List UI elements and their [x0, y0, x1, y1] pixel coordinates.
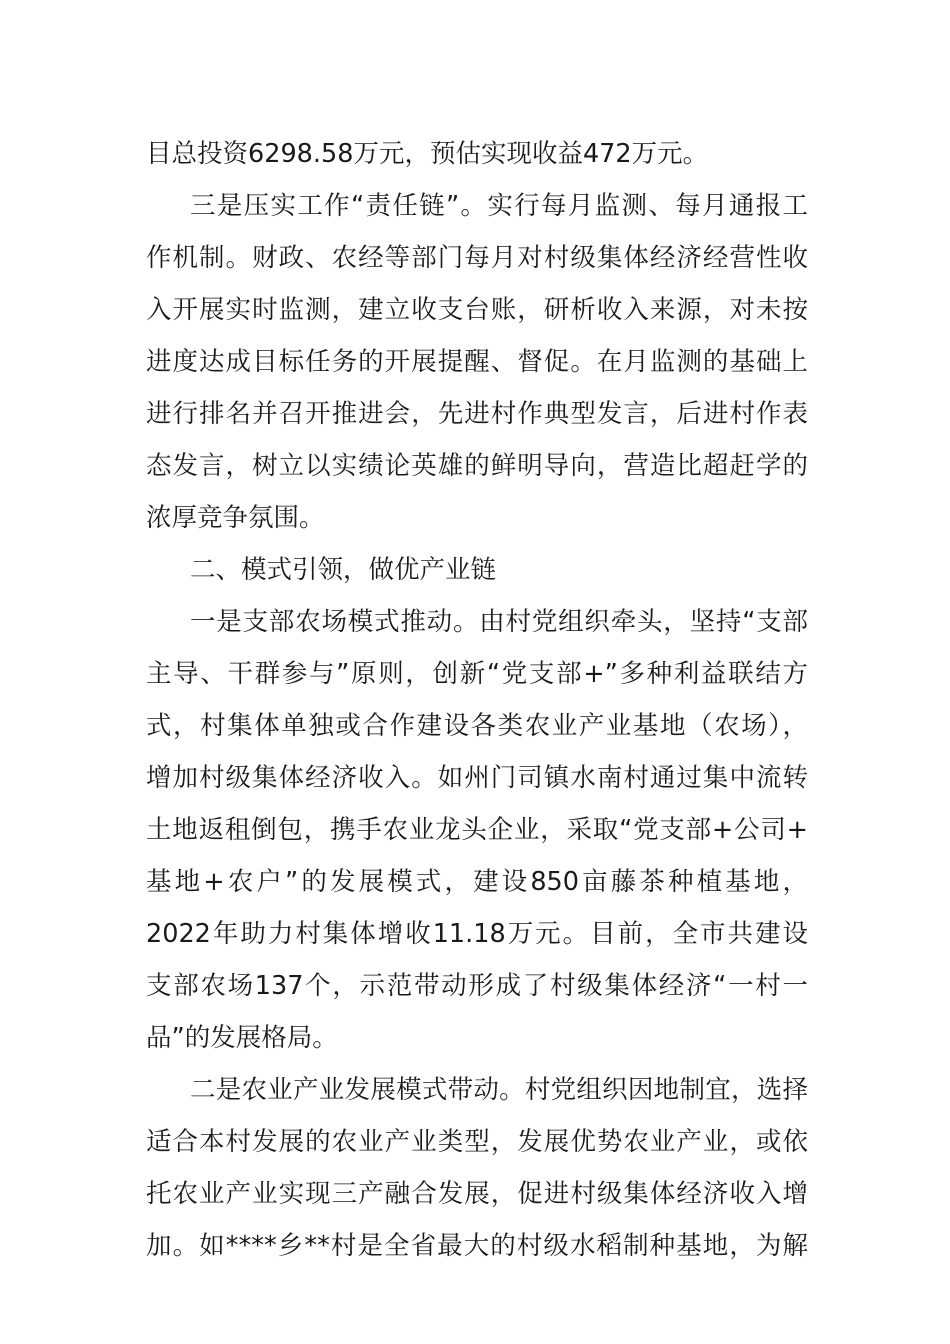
- text-line: 主导、干群参与”原则，创新“党支部+”多种利益联结方: [146, 659, 808, 689]
- text-line: 二、模式引领，做优产业链: [190, 555, 497, 585]
- text-line: 目总投资6298.58万元，预估实现收益472万元。: [146, 139, 709, 169]
- text-line: 2022年助力村集体增收11.18万元。目前，全市共建设: [146, 919, 808, 949]
- text-line: 托农业产业实现三产融合发展，促进村级集体经济收入增: [146, 1179, 808, 1209]
- text-line: 土地返租倒包，携手农业龙头企业，采取“党支部+公司+: [146, 815, 808, 845]
- text-line: 增加村级集体经济收入。如州门司镇水南村通过集中流转: [146, 763, 808, 793]
- text-line: 适合本村发展的农业产业类型，发展优势农业产业，或依: [146, 1127, 808, 1157]
- text-line: 基地+农户”的发展模式，建设850亩藤茶种植基地，: [146, 867, 808, 897]
- text-line: 一是支部农场模式推动。由村党组织牵头，坚持“支部: [190, 607, 808, 637]
- text-line: 式，村集体单独或合作建设各类农业产业基地（农场），: [146, 711, 808, 741]
- text-line: 浓厚竞争氛围。: [146, 503, 325, 533]
- text-line: 加。如****乡**村是全省最大的村级水稻制种基地，为解: [146, 1231, 808, 1261]
- body-text: [146, 128, 808, 1272]
- text-line: 作机制。财政、农经等部门每月对村级集体经济经营性收: [146, 243, 808, 273]
- text-line: 二是农业产业发展模式带动。村党组织因地制宜，选择: [190, 1075, 808, 1105]
- text-line: 态发言，树立以实绩论英雄的鲜明导向，营造比超赶学的: [146, 451, 808, 481]
- text-line: 进行排名并召开推进会，先进村作典型发言，后进村作表: [146, 399, 808, 429]
- text-line: 品”的发展格局。: [146, 1023, 338, 1053]
- text-line: 入开展实时监测，建立收支台账，研析收入来源，对未按: [146, 295, 808, 325]
- text-line: 三是压实工作“责任链”。实行每月监测、每月通报工: [190, 191, 808, 221]
- text-line: 进度达成目标任务的开展提醒、督促。在月监测的基础上: [146, 347, 808, 377]
- text-line: 支部农场137个，示范带动形成了村级集体经济“一村一: [146, 971, 808, 1001]
